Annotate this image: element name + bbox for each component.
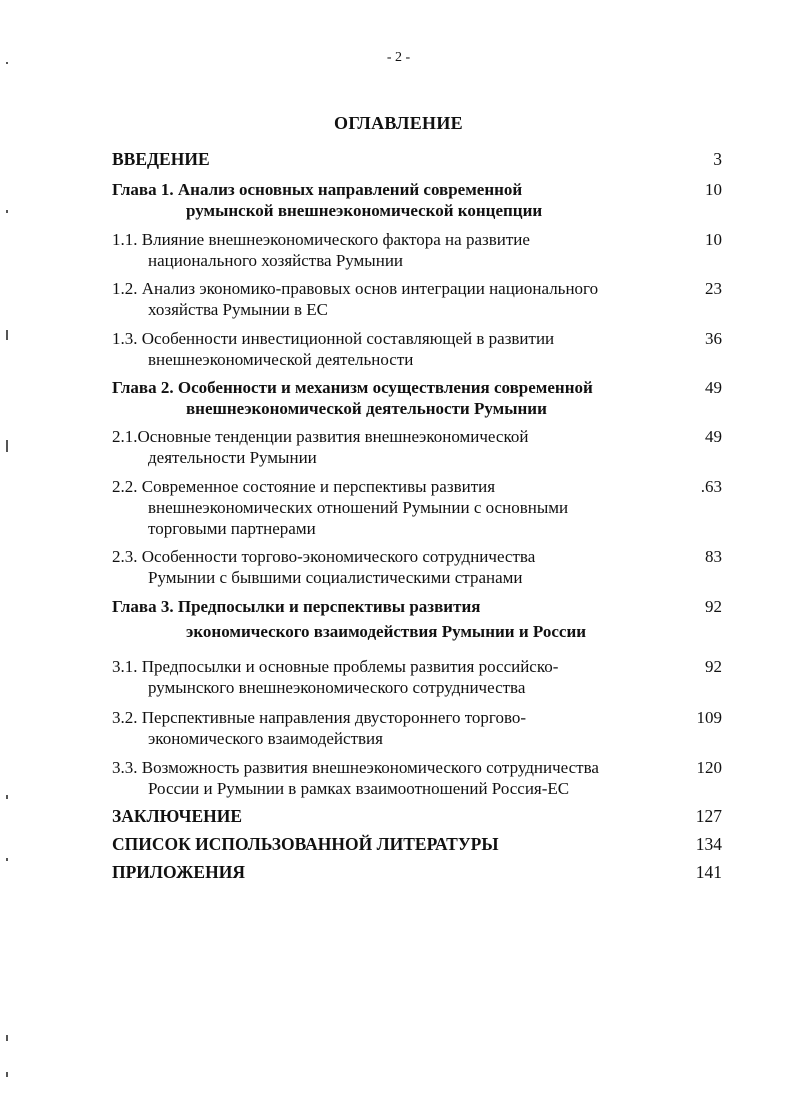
toc-entry-text: Глава 3. Предпосылки и перспективы развития bbox=[112, 597, 481, 616]
toc-entry-section-2-1[interactable] bbox=[112, 426, 722, 468]
toc-entry-text: 2.1.Основные тенденции развития внешнеэкономической bbox=[112, 427, 529, 446]
toc-entry-introduction[interactable] bbox=[112, 149, 722, 170]
toc-entry-text: внешнеэкономической деятельности Румынии bbox=[186, 399, 547, 418]
toc-entry-bibliography[interactable] bbox=[112, 834, 722, 855]
toc-entry-text: 3.3. Возможность развития внешнеэкономического сотрудничества bbox=[112, 758, 599, 777]
toc-entry-text: ВВЕДЕНИЕ bbox=[112, 149, 210, 169]
toc-entry-text: 1.1. Влияние внешнеэкономического фактора на развитие bbox=[112, 230, 530, 249]
toc-entry-text: ЗАКЛЮЧЕНИЕ bbox=[112, 806, 243, 826]
page-number: - 2 - bbox=[386, 50, 411, 65]
toc-entry-text: деятельности Румынии bbox=[148, 448, 317, 467]
toc-entry-text: национального хозяйства Румынии bbox=[148, 251, 404, 270]
toc-page-number: .63 bbox=[700, 477, 722, 496]
toc-page-number: 109 bbox=[696, 708, 722, 727]
toc-page-number: 3 bbox=[713, 149, 722, 169]
toc-page-number: 10 bbox=[705, 230, 722, 249]
toc-entry-text: 2.2. Современное состояние и перспективы развития bbox=[112, 477, 496, 496]
toc-page-number: 49 bbox=[705, 378, 722, 397]
toc-entry-appendices[interactable] bbox=[112, 862, 722, 883]
toc-entry-chapter-3[interactable] bbox=[112, 596, 722, 642]
toc-entry-text: 1.2. Анализ экономико-правовых основ интеграции национального bbox=[112, 279, 599, 298]
toc-page-number: 36 bbox=[705, 329, 722, 348]
toc-page-number: 23 bbox=[705, 279, 722, 298]
toc-page-number: 49 bbox=[705, 427, 722, 446]
toc-entry-text: ПРИЛОЖЕНИЯ bbox=[112, 862, 245, 882]
toc-entry-section-3-1[interactable] bbox=[112, 656, 722, 698]
toc-entry-text: Румынии с бывшими социалистическими странами bbox=[148, 568, 523, 587]
toc-entry-text: 2.3. Особенности торгово-экономического сотрудничества bbox=[112, 547, 536, 566]
toc-title: ОГЛАВЛЕНИЕ bbox=[334, 113, 463, 133]
toc-entry-text: торговыми партнерами bbox=[148, 519, 316, 538]
toc-page-number: 141 bbox=[695, 862, 722, 882]
scan-margin-marks bbox=[6, 0, 16, 1097]
toc-entry-text: России и Румынии в рамках взаимоотношений Россия-ЕС bbox=[148, 779, 570, 798]
toc-page-number: 134 bbox=[695, 834, 722, 854]
toc-page-number: 92 bbox=[705, 657, 722, 676]
toc-entry-section-3-3[interactable] bbox=[112, 757, 722, 799]
toc-entry-chapter-2[interactable] bbox=[112, 377, 722, 419]
toc-entry-text: СПИСОК ИСПОЛЬЗОВАННОЙ ЛИТЕРАТУРЫ bbox=[112, 834, 499, 854]
toc-entry-text: румынского внешнеэкономического сотрудничества bbox=[148, 678, 526, 697]
toc-entry-text: 1.3. Особенности инвестиционной составляющей в развитии bbox=[112, 329, 555, 348]
toc-entry-section-2-3[interactable] bbox=[112, 546, 722, 588]
toc-page-number: 83 bbox=[705, 547, 722, 566]
toc-page-number: 10 bbox=[705, 180, 722, 199]
toc-entry-chapter-1[interactable] bbox=[112, 179, 722, 221]
toc-entry-text: внешнеэкономических отношений Румынии с основными bbox=[148, 498, 569, 517]
toc-page-number: 127 bbox=[695, 806, 722, 826]
toc-entry-text: хозяйства Румынии в ЕС bbox=[148, 300, 329, 319]
toc-entry-section-1-3[interactable] bbox=[112, 328, 722, 370]
toc-entry-text: экономического взаимодействия bbox=[148, 729, 383, 748]
toc-page-number: 92 bbox=[705, 597, 722, 616]
toc-entry-text: Глава 1. Анализ основных направлений современной bbox=[112, 180, 523, 199]
toc-entry-text: внешнеэкономической деятельности bbox=[148, 350, 414, 369]
toc-entry-section-3-2[interactable] bbox=[112, 707, 722, 749]
toc-entry-text: 3.2. Перспективные направления двустороннего торгово- bbox=[112, 708, 527, 727]
toc-entry-text: Глава 2. Особенности и механизм осуществления современной bbox=[112, 378, 593, 397]
toc-page-number: 120 bbox=[696, 758, 722, 777]
toc-entry-section-1-1[interactable] bbox=[112, 229, 722, 271]
toc-entry-section-1-2[interactable] bbox=[112, 278, 722, 320]
toc-entry-text: экономического взаимодействия Румынии и России bbox=[186, 622, 587, 641]
toc-entry-text: румынской внешнеэкономической концепции bbox=[186, 201, 543, 220]
toc-entry-section-2-2[interactable] bbox=[112, 476, 722, 539]
toc-entry-conclusion[interactable] bbox=[112, 806, 722, 827]
toc-entry-text: 3.1. Предпосылки и основные проблемы развития российско- bbox=[112, 657, 559, 676]
